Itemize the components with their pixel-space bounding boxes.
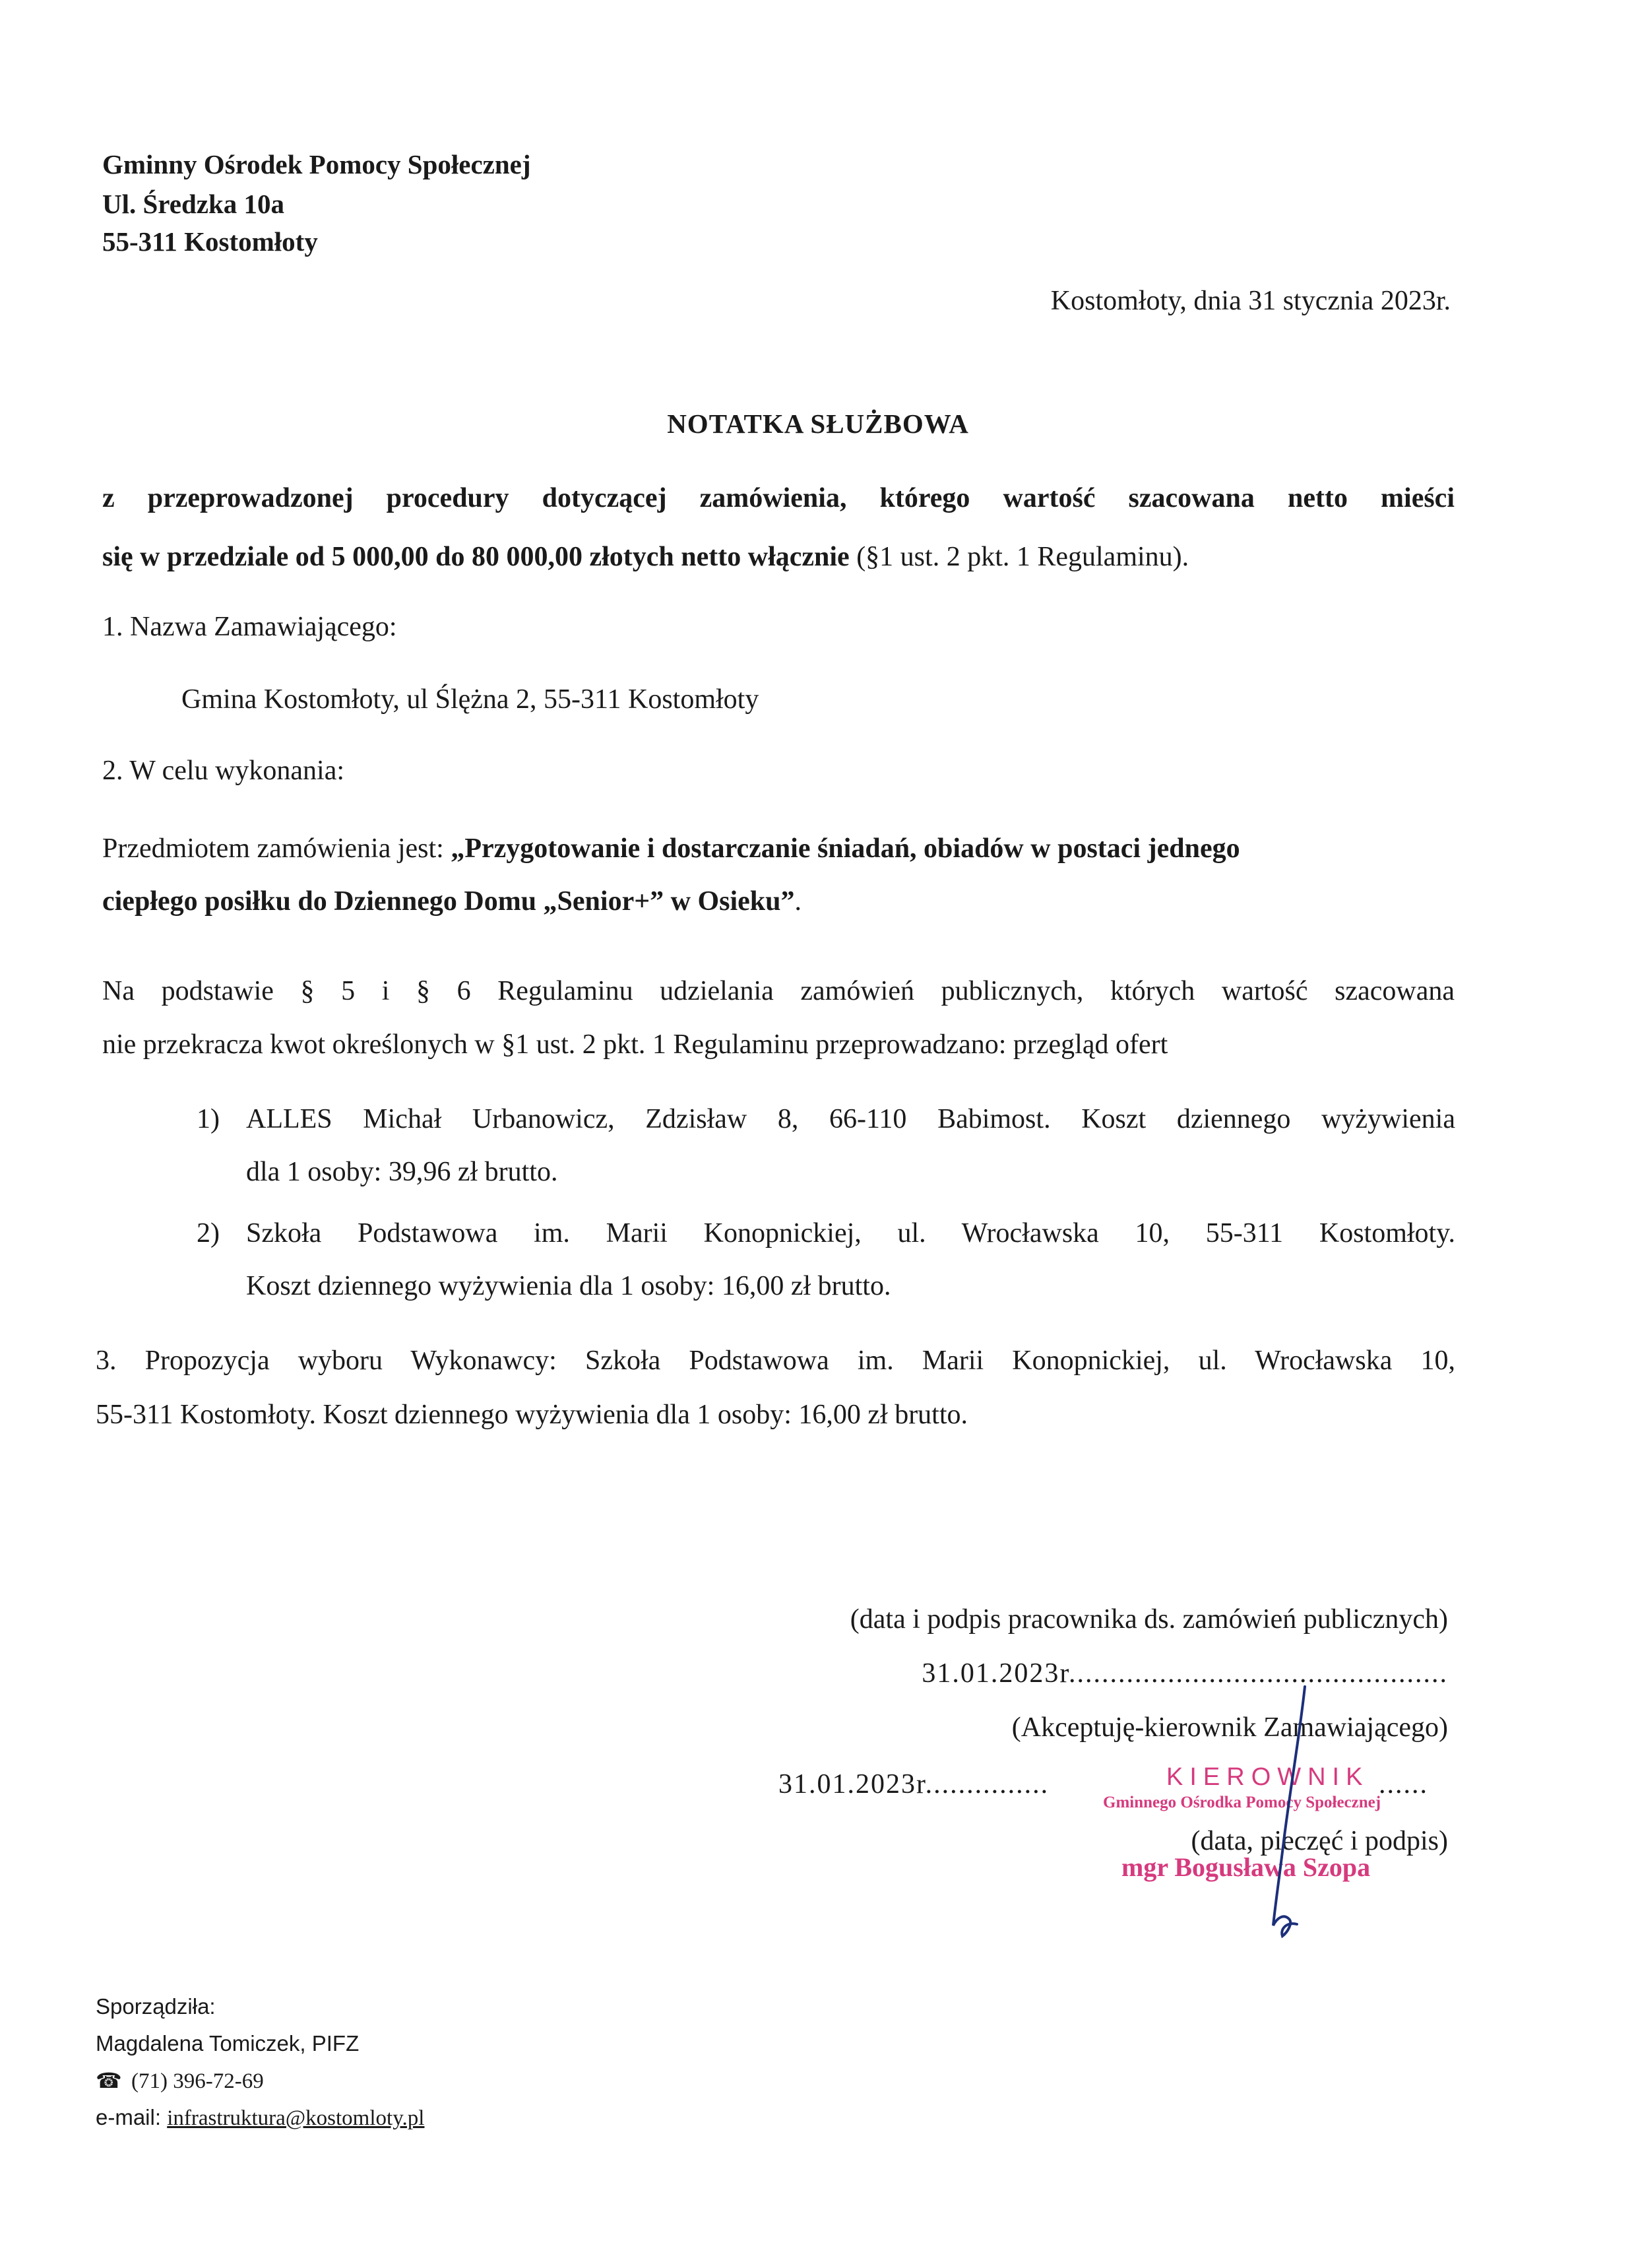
email-link[interactable]: infrastruktura@kostomloty.pl: [167, 2106, 425, 2130]
sender-name: Gminny Ośrodek Pomocy Społecznej: [102, 149, 531, 179]
order-object-title-1: „Przygotowanie i dostarczanie śniadań, obiadów w postaci jednego: [451, 833, 1240, 864]
signature-label-manager: (Akceptuję-kierownik Zamawiającego): [1011, 1712, 1448, 1743]
subtitle-range: się w przedziale od 5 000,00 do 80 000,00 złotych netto włącznie: [102, 542, 850, 572]
offer-2-number: 2): [197, 1218, 220, 1248]
signature-label-stamp: (data, pieczęć i podpis): [1191, 1826, 1448, 1856]
stamp-title: KIEROWNIK: [1166, 1763, 1369, 1791]
handwritten-signature: [1253, 1683, 1333, 1960]
author-name: Magdalena Tomiczek, PIFZ: [96, 2031, 360, 2056]
order-object-prefix: Przedmiotem zamówienia jest:: [102, 833, 451, 864]
phone-icon: ☎: [96, 2069, 122, 2092]
email-label: e-mail:: [96, 2105, 168, 2129]
offer-1-line-1: ALLES Michał Urbanowicz, Zdzisław 8, 66-110 Babimost. Koszt dziennego wyżywienia: [246, 1104, 1455, 1134]
signature-dots-end: ......: [1379, 1769, 1428, 1799]
subtitle-line-2: [102, 541, 1189, 573]
order-object-line-1: [102, 833, 1240, 864]
basis-line-2: nie przekracza kwot określonych w §1 ust. 2 pkt. 1 Regulaminu przeprowadzano: przegląd ofert: [102, 1029, 1168, 1060]
section-2-heading: 2. W celu wykonania:: [102, 756, 345, 786]
signature-date-employee: 31.01.2023r..............................................: [922, 1658, 1448, 1689]
date-place: Kostomłoty, dnia 31 stycznia 2023r.: [1050, 286, 1451, 316]
subtitle-line-1: z przeprowadzonej procedury dotyczącej zamówienia, którego wartość szacowana netto mieści: [102, 483, 1455, 513]
section-1-heading: 1. Nazwa Zamawiającego:: [102, 612, 397, 642]
stamp-name: mgr Bogusława Szopa: [1121, 1852, 1371, 1882]
signature-date-manager: 31.01.2023r...............: [778, 1769, 1050, 1799]
signature-label-employee: (data i podpis pracownika ds. zamówień publicznych): [850, 1604, 1448, 1635]
stamp-organization: Gminnego Ośrodka Pomocy Społecznej: [1103, 1794, 1381, 1811]
subtitle-reference: (§1 ust. 2 pkt. 1 Regulaminu).: [849, 542, 1189, 572]
email-line: [96, 2105, 424, 2131]
section-1-value: Gmina Kostomłoty, ul Ślężna 2, 55-311 Kostomłoty: [181, 684, 759, 715]
document-title: NOTATKA SŁUŻBOWA: [667, 408, 969, 439]
phone-line: [96, 2068, 264, 2094]
order-object-line-2: [102, 886, 802, 917]
offer-1-number: 1): [197, 1104, 220, 1134]
order-object-end: .: [794, 886, 802, 917]
prepared-by-label: Sporządziła:: [96, 1994, 216, 2019]
sender-street: Ul. Średzka 10a: [102, 189, 285, 219]
order-object-title-2: ciepłego posiłku do Dziennego Domu „Senior+” w Osieku”: [102, 886, 795, 917]
offer-1-line-2: dla 1 osoby: 39,96 zł brutto.: [246, 1157, 558, 1187]
phone-number: (71) 396-72-69: [131, 2069, 264, 2093]
basis-line-1: Na podstawie § 5 i § 6 Regulaminu udzielania zamówień publicznych, których wartość szacowana: [102, 976, 1455, 1006]
section-3-line-2: 55-311 Kostomłoty. Koszt dziennego wyżywienia dla 1 osoby: 16,00 zł brutto.: [96, 1400, 968, 1430]
sender-city: 55-311 Kostomłoty: [102, 226, 318, 257]
section-3-line-1: 3. Propozycja wyboru Wykonawcy: Szkoła Podstawowa im. Marii Konopnickiej, ul. Wrocławska 10,: [96, 1345, 1455, 1376]
offer-2-line-2: Koszt dziennego wyżywienia dla 1 osoby: 16,00 zł brutto.: [246, 1271, 891, 1301]
offer-2-line-1: Szkoła Podstawowa im. Marii Konopnickiej, ul. Wrocławska 10, 55-311 Kostomłoty.: [246, 1218, 1455, 1248]
